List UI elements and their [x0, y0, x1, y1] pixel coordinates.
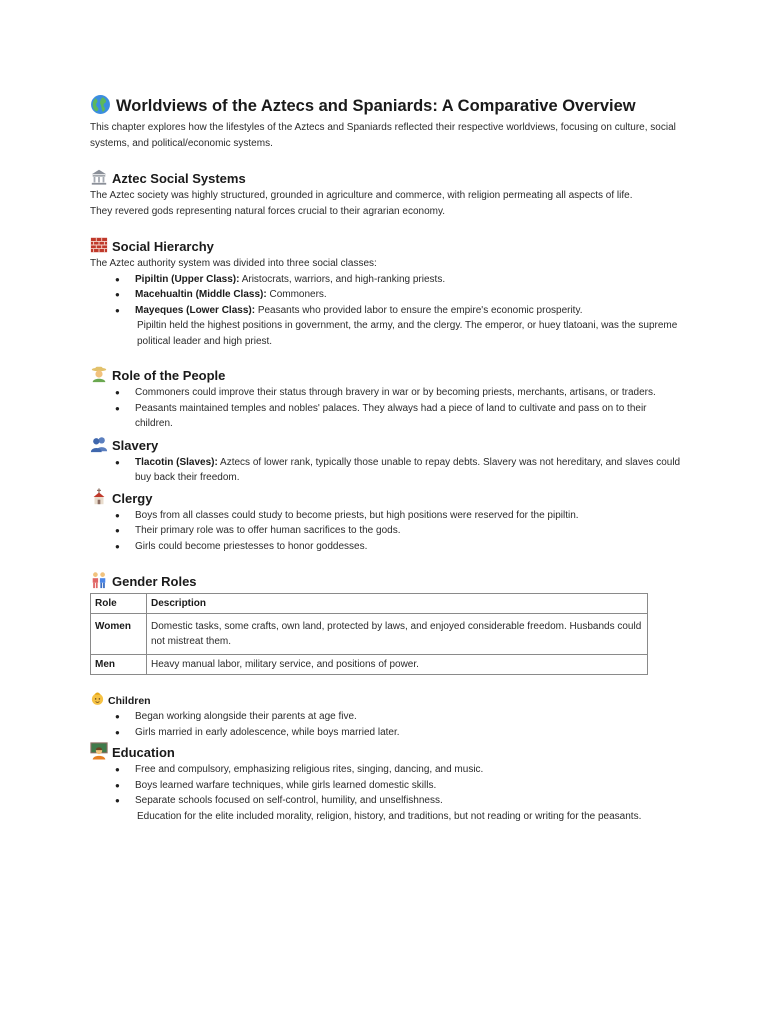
baby-icon	[90, 691, 105, 706]
document-page	[90, 94, 682, 824]
role-of-people-heading-text: Role of the People	[112, 368, 226, 383]
intro-text: This chapter explores how the lifestyles of the Aztecs and Spaniards reflected their respective worldviews, focusing on culture, social systems, and political/economic systems.	[90, 122, 676, 149]
social-hierarchy-heading	[90, 236, 682, 256]
hierarchy-intro: The Aztec authority system was divided into three social classes:	[90, 258, 377, 269]
table-header-cell: Role	[91, 594, 147, 614]
gender-roles-heading-text: Gender Roles	[112, 574, 197, 589]
list-item: ● Began working alongside their parents at age five.	[115, 709, 682, 725]
list-item: ● Boys learned warfare techniques, while girls learned domestic skills.	[115, 778, 682, 794]
table-row	[91, 614, 648, 655]
table-cell-description: Heavy manual labor, military service, and positions of power.	[147, 655, 648, 675]
list-item	[115, 455, 682, 486]
list-item: ● Boys from all classes could study to become priests, but high positions were reserved for the pipiltin.	[115, 508, 682, 524]
clergy-heading	[90, 488, 682, 508]
role-of-people-heading	[90, 365, 682, 385]
children-heading	[90, 691, 682, 709]
table-row	[91, 655, 648, 675]
list-item-desc: Peasants who provided labor to ensure the empire's economic prosperity.	[257, 304, 583, 316]
table-header-cell: Description	[147, 594, 648, 614]
table-header-row	[91, 594, 648, 614]
clergy-heading-text: Clergy	[112, 490, 153, 506]
globe-icon	[90, 94, 111, 115]
list-item-desc: Aztecs of lower rank, typically those unable to repay debts. Slavery was not hereditary, and slaves could buy back their freedom.	[135, 456, 681, 483]
education-note: Education for the elite included morality, religion, history, and traditions, but not reading or writing for the peasants.	[137, 810, 642, 822]
social-systems-text: The Aztec society was highly structured, grounded in agriculture and commerce, with religion permeating all aspects of life. They revered gods representing natural forces crucial to their agrarian economy.	[90, 190, 633, 217]
education-heading	[90, 742, 682, 762]
list-item: ● Separate schools focused on self-control, humility, and unselfishness.	[115, 793, 682, 809]
gender-roles-table	[90, 593, 648, 675]
list-item	[115, 272, 682, 288]
brick-icon	[90, 236, 108, 254]
page-title	[90, 94, 682, 117]
list-item-term: Tlacotin (Slaves):	[135, 456, 218, 468]
education-heading-text: Education	[112, 745, 175, 760]
people-list	[90, 385, 682, 432]
list-item-term: Mayeques (Lower Class):	[135, 304, 256, 316]
list-item: ● Peasants maintained temples and nobles' palaces. They always had a piece of land to cultivate and pass on to their children.	[115, 401, 682, 432]
social-systems-heading-text: Aztec Social Systems	[112, 171, 246, 186]
children-heading-text: Children	[108, 695, 151, 707]
slavery-list	[90, 455, 682, 486]
list-item: ● Commoners could improve their status through bravery in war or by becoming priests, merchants, artisans, or traders.	[115, 385, 682, 401]
table-cell-role: Women	[91, 614, 147, 655]
gender-roles-heading	[90, 571, 682, 591]
education-list	[90, 762, 682, 809]
title-text: Worldviews of the Aztecs and Spaniards: A Comparative Overview	[116, 97, 636, 115]
list-item	[115, 303, 682, 319]
clergy-list	[90, 508, 682, 555]
table-cell-description: Domestic tasks, some crafts, own land, protected by laws, and enjoyed considerable freedom. Husbands could not mistreat them.	[147, 614, 648, 655]
list-item-term: Macehualtin (Middle Class):	[135, 289, 267, 300]
list-item-desc: Commoners.	[269, 289, 327, 300]
table-cell-role: Men	[91, 655, 147, 675]
social-hierarchy-heading-text: Social Hierarchy	[112, 239, 214, 254]
list-item: ● Free and compulsory, emphasizing religious rites, singing, dancing, and music.	[115, 762, 682, 778]
children-list	[90, 709, 682, 740]
hierarchy-note: Pipiltin held the highest positions in government, the army, and the clergy. The emperor, or huey tlatoani, was the supreme political leader and high priest.	[137, 320, 678, 347]
list-item-desc: Aristocrats, warriors, and high-ranking priests.	[241, 273, 446, 285]
woman-and-man-icon	[90, 571, 108, 589]
list-item-term: Pipiltin (Upper Class):	[135, 273, 240, 285]
social-systems-heading	[90, 168, 682, 188]
list-item: ● Girls married in early adolescence, while boys married later.	[115, 725, 682, 741]
people-silhouette-icon	[90, 435, 108, 453]
list-item: ● Girls could become priestesses to honor goddesses.	[115, 539, 682, 555]
hierarchy-list	[90, 272, 682, 319]
church-icon	[90, 488, 108, 506]
list-item: ● Their primary role was to offer human sacrifices to the gods.	[115, 523, 682, 539]
slavery-heading	[90, 435, 682, 455]
list-item	[115, 287, 682, 303]
classical-building-icon	[90, 168, 108, 186]
slavery-heading-text: Slavery	[112, 437, 159, 453]
farmer-icon	[90, 365, 108, 383]
teacher-icon	[90, 742, 108, 760]
